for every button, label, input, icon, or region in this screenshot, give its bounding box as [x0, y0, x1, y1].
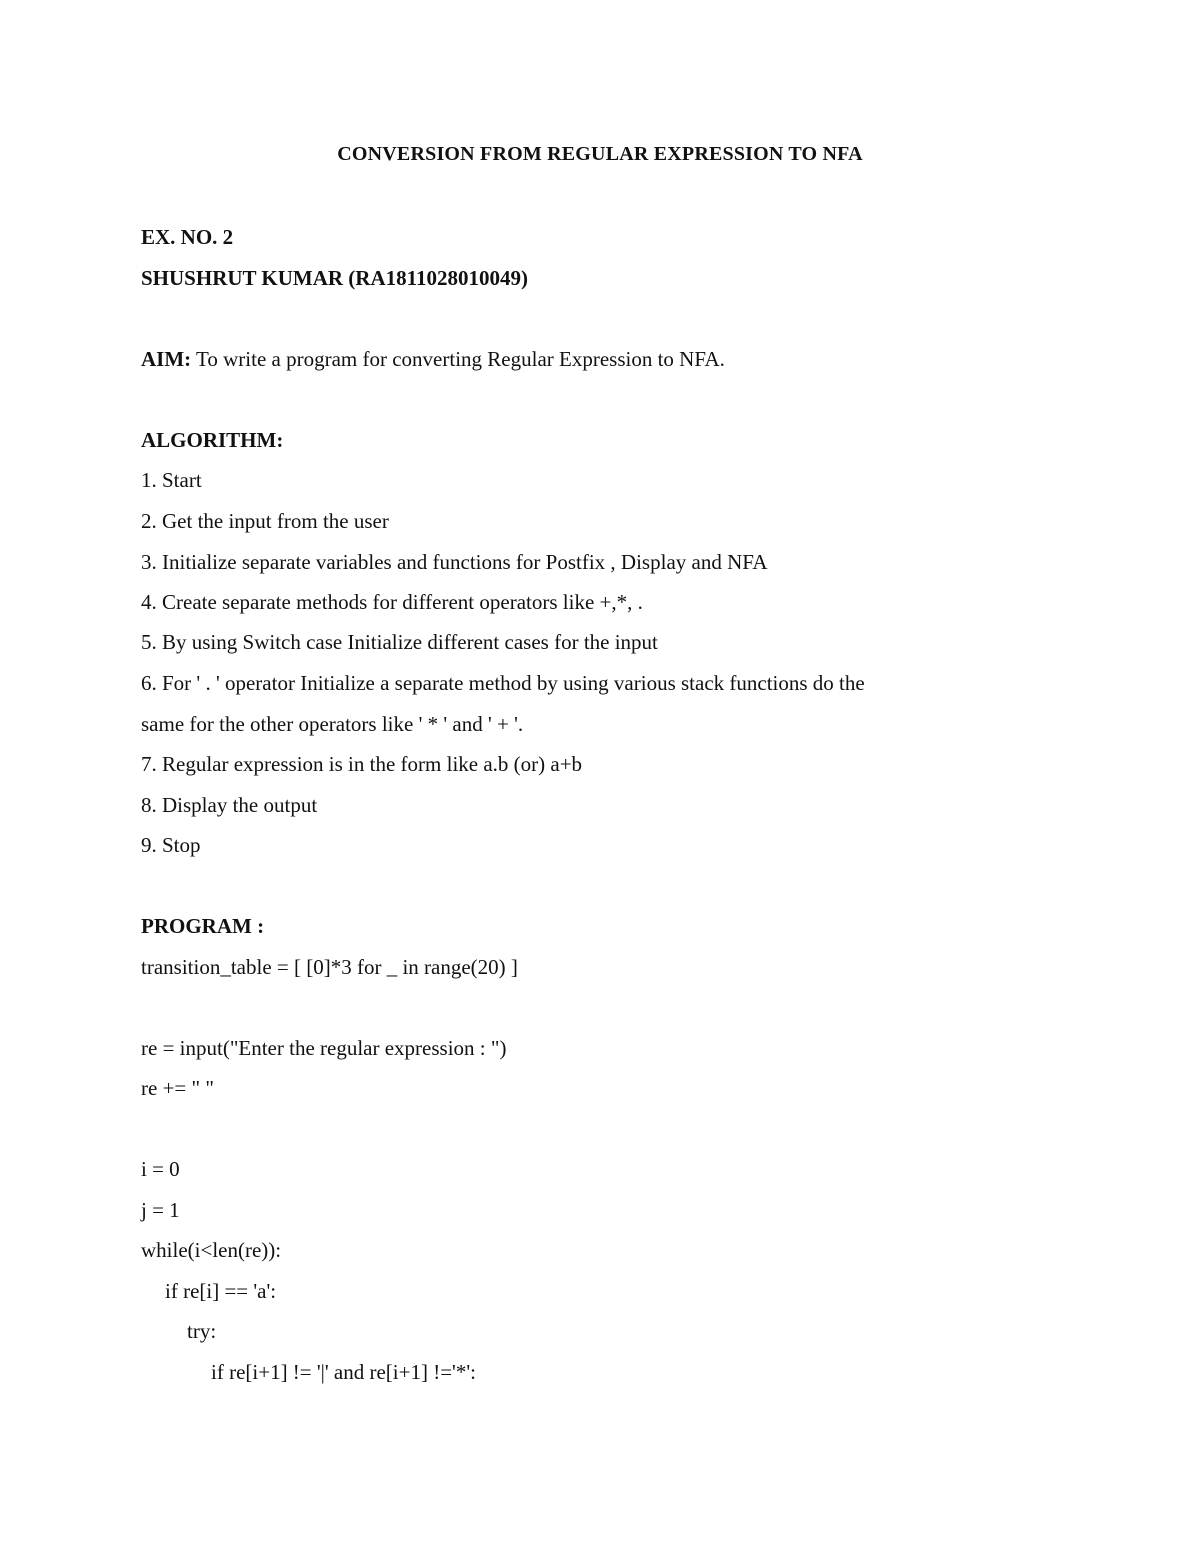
algorithm-step: 7. Regular expression is in the form like a.b (or) a+b — [141, 752, 583, 776]
program-line: re = input("Enter the regular expression : ") — [141, 1036, 507, 1060]
program-line: i = 0 — [141, 1157, 180, 1181]
author-name: SHUSHRUT KUMAR (RA1811028010049) — [141, 266, 528, 290]
algorithm-step: 2. Get the input from the user — [141, 509, 389, 533]
algorithm-step: 5. By using Switch case Initialize different cases for the input — [141, 630, 658, 654]
algorithm-step: 8. Display the output — [141, 793, 318, 817]
algorithm-step: 9. Stop — [141, 833, 201, 857]
program-line: re += " " — [141, 1076, 214, 1100]
program-line: try: — [187, 1319, 217, 1343]
program-line: if re[i] == 'a': — [165, 1279, 277, 1303]
program-heading: PROGRAM : — [141, 914, 265, 938]
program-line: j = 1 — [141, 1198, 180, 1222]
document-title: CONVERSION FROM REGULAR EXPRESSION TO NFA — [337, 143, 863, 165]
aim-paragraph — [141, 345, 725, 373]
algorithm-step-continuation: same for the other operators like ' * ' and ' + '. — [141, 712, 524, 736]
algorithm-step: 3. Initialize separate variables and functions for Postfix , Display and NFA — [141, 550, 768, 574]
program-line: if re[i+1] != '|' and re[i+1] !='*': — [211, 1360, 476, 1384]
aim-label: AIM: — [141, 347, 192, 371]
algorithm-heading: ALGORITHM: — [141, 428, 284, 452]
algorithm-step: 1. Start — [141, 468, 202, 492]
program-line: transition_table = [ [0]*3 for _ in range(20) ] — [141, 955, 518, 979]
aim-text: To write a program for converting Regular Expression to NFA. — [191, 347, 725, 371]
program-line: while(i<len(re)): — [141, 1238, 282, 1262]
exercise-number: EX. NO. 2 — [141, 225, 234, 249]
algorithm-step: 4. Create separate methods for different operators like +,*, . — [141, 590, 643, 614]
algorithm-step: 6. For ' . ' operator Initialize a separate method by using various stack functions do the — [141, 671, 865, 695]
